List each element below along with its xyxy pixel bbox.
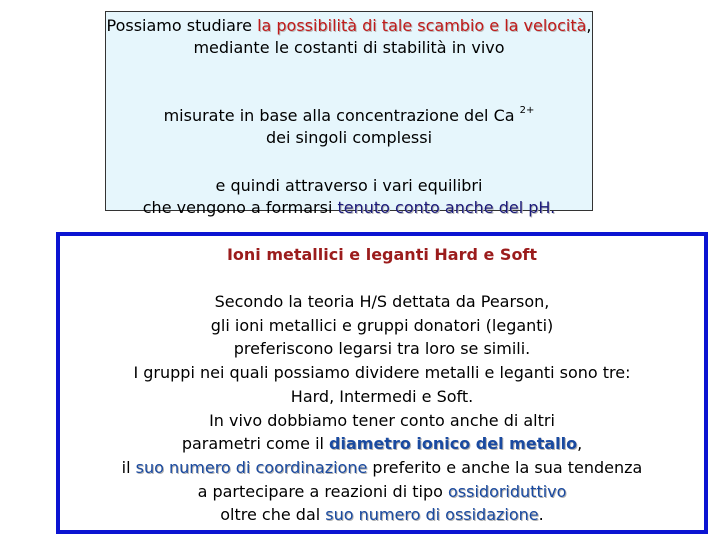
calcium-charge-superscript: 2+ [519,105,535,116]
text-span: e quindi attraverso i vari equilibri [215,176,483,195]
text-span: dei singoli complessi [265,128,433,147]
text-line: preferiscono legarsi tra loro se simili. [233,339,531,359]
text-span: preferito e anche la sua tendenza [367,457,643,477]
highlight-ph: tenuto conto anche del pH. [337,198,556,217]
text-line: Secondo la teoria H/S dettata da Pearson, [214,292,550,311]
paragraph-stability [106,15,592,59]
text-line: gli ioni metallici e gruppi donatori (leganti) [210,315,554,335]
section-title: Ioni metallici e leganti Hard e Soft [226,245,538,264]
top-text-box [105,11,593,217]
text-span: a partecipare a reazioni di tipo [197,481,448,501]
text-span: , [577,434,583,454]
text-span: il [121,457,136,477]
highlight-ionic-diameter: diametro ionico del metallo [329,434,578,454]
highlight-redox: ossidoriduttivo [448,481,567,501]
text-span: Possiamo studiare [106,16,258,35]
text-line [20,432,720,456]
text-line [20,480,720,504]
text-line [20,503,720,527]
highlight-coordination-number: suo numero di coordinazione [135,457,368,477]
text-span: , mediante le costanti di stabilità in vivo [193,16,592,57]
text-line: Hard, Intermedi e Soft. [290,386,474,406]
paragraph-calcium [106,100,592,149]
text-span: che vengono a formarsi [142,198,338,217]
text-span: . [538,505,544,525]
paragraph-equilibria [106,175,592,219]
hard-soft-paragraph [20,290,720,527]
text-span: parametri come il [181,434,330,454]
text-line: In vivo dobbiamo tener conto anche di altri [209,410,555,430]
text-line [20,456,720,480]
highlight-oxidation-number: suo numero di ossidazione [325,505,539,525]
text-span: oltre che dal [220,505,326,525]
hard-soft-box [56,232,708,534]
text-line: I gruppi nei quali possiamo dividere metalli e leganti sono tre: [133,363,631,383]
text-span: misurate in base alla concentrazione del Ca [163,106,520,125]
highlight-exchange-speed: la possibilità di tale scambio e la velocità [257,16,587,35]
